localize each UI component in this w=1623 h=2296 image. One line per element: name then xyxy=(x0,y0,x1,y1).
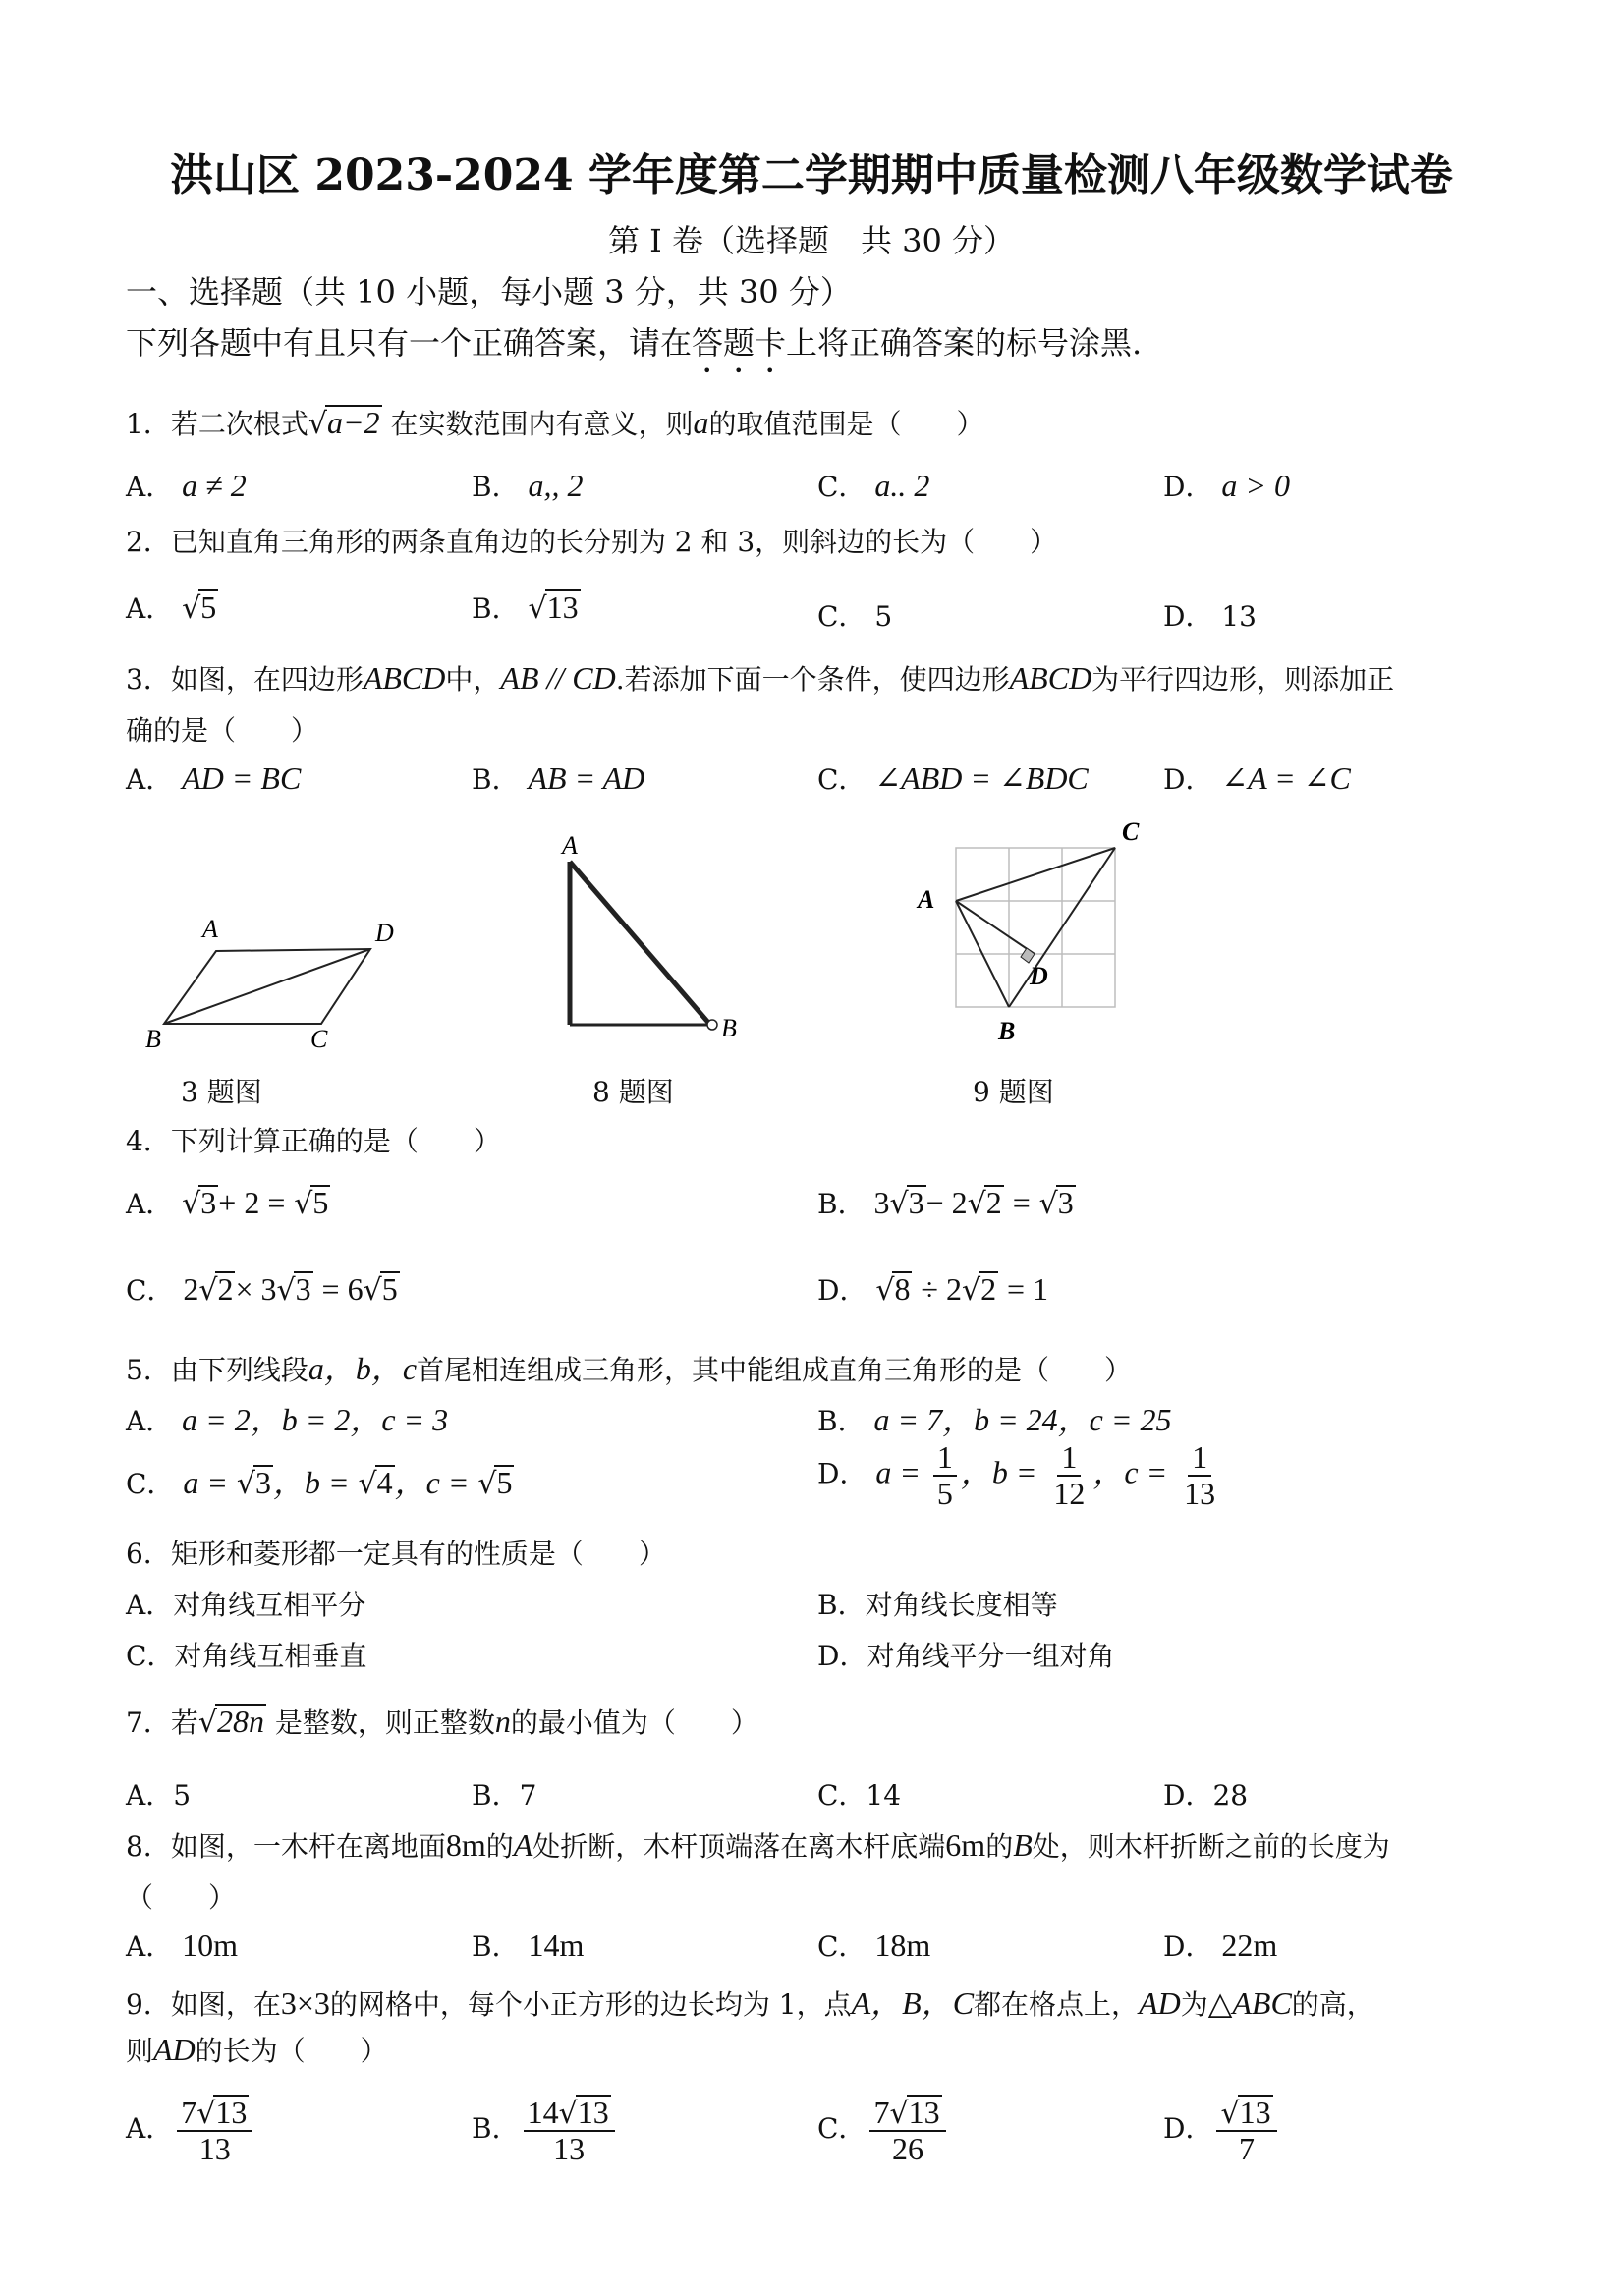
q2-option-b: B． √13 xyxy=(472,589,579,626)
question-8: 8．如图，一木杆在离地面8m的A处折断，木杆顶端落在离木杆底端6m的B处，则木杆折断之前的长度为 xyxy=(126,1827,1390,1863)
fig3-label-a: A xyxy=(202,915,218,943)
q5-option-a: A． a = 2，b = 2，c = 3 xyxy=(126,1402,449,1437)
q6-option-a: A．对角线互相平分 xyxy=(126,1589,366,1621)
question-8-line2: （ ） xyxy=(126,1881,237,1914)
figure-3-parallelogram xyxy=(138,904,422,1061)
q3-option-c: C． ∠ABD = ∠BDC xyxy=(817,760,1089,796)
question-7: 7．若√28n 是整数，则正整数n的最小值为（ ） xyxy=(126,1704,758,1740)
q3-option-a: A． AD = BC xyxy=(126,760,302,796)
fig3-label-d: D xyxy=(375,919,394,947)
q3-option-d: D． ∠A = ∠C xyxy=(1163,760,1351,796)
part-subtitle: 第 I 卷（选择题 共 30 分） xyxy=(607,222,1016,259)
fig8-label-b: B xyxy=(721,1014,737,1042)
fig3-label-b: B xyxy=(145,1025,161,1053)
question-2: 2．已知直角三角形的两条直角边的长分别为 2 和 3，则斜边的长为（ ） xyxy=(126,526,1058,558)
question-3-line2: 确的是（ ） xyxy=(126,714,319,747)
q2-option-d: D． 13 xyxy=(1163,600,1257,633)
q5-option-d: D． a = $\frac{1}{5}$ ，b = $\frac{1}{12}$ ，c = $\frac{1}{13}$ xyxy=(817,1439,1216,1512)
fig9-label-a: A xyxy=(918,885,935,914)
question-4: 4．下列计算正确的是（ ） xyxy=(126,1125,501,1157)
q1-option-b: B． a,, 2 xyxy=(472,468,584,503)
q2-option-a: A． √5 xyxy=(126,589,217,626)
q8-option-a: A． 10m xyxy=(126,1928,239,1963)
fig9-label-b: B xyxy=(998,1017,1016,1045)
q4-option-d: D． √8 ÷ 2√2 = 1 xyxy=(817,1271,1049,1308)
q6-option-c: C．对角线互相垂直 xyxy=(126,1640,367,1672)
q5-option-c: C． a = √3，b = √4，c = √5 xyxy=(126,1465,513,1501)
section-heading: 一、选择题（共 10 小题，每小题 3 分，共 30 分） xyxy=(126,273,852,310)
q9-option-d: D． $\frac{√13}{7}$ xyxy=(1163,2095,1281,2166)
question-9-line2: 则AD的长为（ ） xyxy=(126,2032,388,2067)
q8-option-c: C． 18m xyxy=(817,1928,931,1963)
figure-8-pole xyxy=(540,830,756,1056)
figure-8-caption: 8 题图 xyxy=(592,1076,674,1108)
figure-3-caption: 3 题图 xyxy=(181,1076,262,1108)
fig9-label-c: C xyxy=(1122,817,1140,846)
q9-option-c: C． $\frac{7√13}{26}$ xyxy=(817,2095,950,2166)
fig8-label-a: A xyxy=(562,831,578,860)
fig3-label-c: C xyxy=(310,1025,328,1053)
q3-option-b: B． AB = AD xyxy=(472,760,645,796)
q8-option-b: B． 14m xyxy=(472,1928,585,1963)
q6-option-b: B．对角线长度相等 xyxy=(817,1589,1058,1621)
q4-option-b: B． 3√3− 2√2 = √3 xyxy=(817,1185,1074,1221)
figure-9-grid xyxy=(904,811,1140,1056)
q4-option-a: A． √3+ 2 = √5 xyxy=(126,1185,329,1221)
instruction: 下列各题中有且只有一个正确答案，请在答题卡上将正确答案的标号涂黑. xyxy=(126,324,1143,362)
q2-option-c: C． 5 xyxy=(817,600,893,633)
figure-9-caption: 9 题图 xyxy=(973,1076,1054,1108)
q9-option-a: A． $\frac{7√13}{13}$ xyxy=(126,2095,256,2166)
q7-option-b: B．7 xyxy=(472,1779,537,1812)
q4-option-c: C． 2√2× 3√3 = 6√5 xyxy=(126,1271,398,1308)
q8-option-d: D． 22m xyxy=(1163,1928,1278,1963)
question-5: 5．由下列线段a，b，c首尾相连组成三角形，其中能组成直角三角形的是（ ） xyxy=(126,1351,1133,1386)
q9-option-b: B． $\frac{14√13}{13}$ xyxy=(472,2095,619,2166)
question-9: 9．如图，在3×3的网格中，每个小正方形的边长均为 1，点A，B，C都在格点上，AD为△ABC的高， xyxy=(126,1986,1374,2021)
q7-option-c: C．14 xyxy=(817,1779,902,1812)
q1-option-d: D． a > 0 xyxy=(1163,468,1290,503)
question-1: 1．若二次根式√a−2 在实数范围内有意义，则a的取值范围是（ ） xyxy=(126,405,984,441)
q7-option-d: D．28 xyxy=(1163,1779,1249,1812)
question-6: 6．矩形和菱形都一定具有的性质是（ ） xyxy=(126,1538,666,1570)
fig9-label-d: D xyxy=(1030,962,1048,990)
exam-title: 洪山区 2023-2024 学年度第二学期期中质量检测八年级数学试卷 xyxy=(170,150,1453,200)
question-3: 3．如图，在四边形ABCD中，AB // CD.若添加下面一个条件，使四边形ABCD为平行四边形，则添加正 xyxy=(126,660,1395,696)
q7-option-a: A．5 xyxy=(126,1779,192,1812)
q1-option-a: A． a ≠ 2 xyxy=(126,468,247,503)
q5-option-b: B． a = 7，b = 24，c = 25 xyxy=(817,1402,1172,1437)
q6-option-d: D．对角线平分一组对角 xyxy=(817,1640,1115,1672)
q1-option-c: C． a.. 2 xyxy=(817,468,930,503)
